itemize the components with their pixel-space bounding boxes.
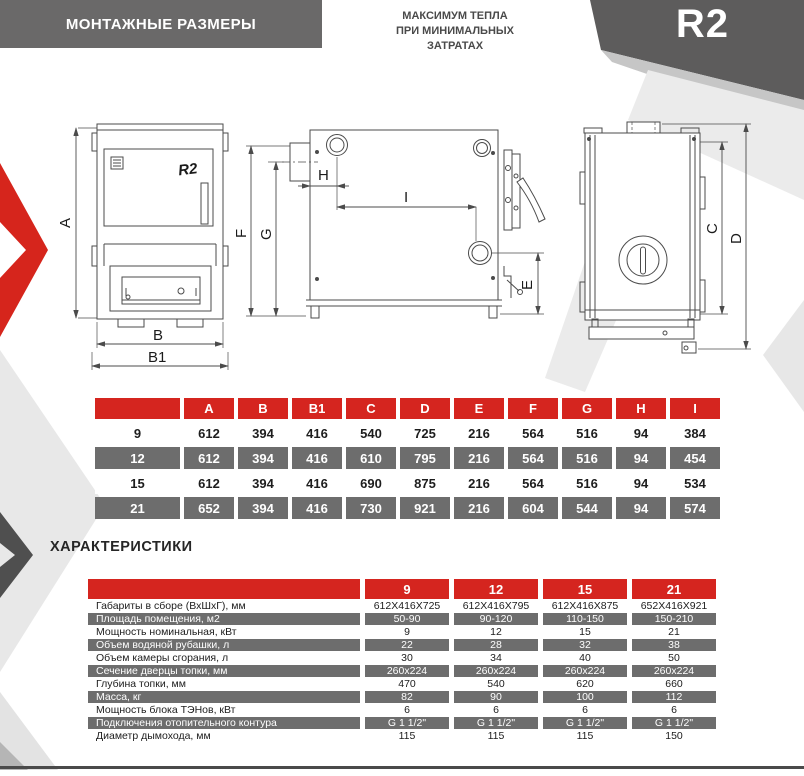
cell-value: 574 bbox=[670, 497, 720, 519]
cell-value: 416 bbox=[292, 497, 342, 519]
row-label: 15 bbox=[95, 472, 180, 494]
table-row bbox=[88, 626, 716, 638]
column-header bbox=[88, 579, 360, 599]
cell-value: 470 bbox=[365, 678, 449, 690]
cell-value: 28 bbox=[454, 639, 538, 651]
table-row bbox=[95, 497, 720, 519]
red-chevron bbox=[0, 163, 48, 337]
column-header: B1 bbox=[292, 398, 342, 419]
row-label: Мощность блока ТЭНов, кВт bbox=[88, 704, 360, 716]
column-header: 15 bbox=[543, 579, 627, 599]
dim-label-d: D bbox=[728, 233, 745, 244]
cell-value: 6 bbox=[365, 704, 449, 716]
cell-value: 564 bbox=[508, 447, 558, 469]
dim-label-b1: B1 bbox=[148, 349, 167, 366]
row-label: 12 bbox=[95, 447, 180, 469]
cell-value: G 1 1/2" bbox=[365, 717, 449, 729]
cell-value: 150-210 bbox=[632, 613, 716, 625]
cell-value: 110-150 bbox=[543, 613, 627, 625]
cell-value: 604 bbox=[508, 497, 558, 519]
row-label: Мощность номинальная, кВт bbox=[88, 626, 360, 638]
cell-value: 216 bbox=[454, 447, 504, 469]
row-label: Габариты в сборе (ВхШхГ), мм bbox=[88, 600, 360, 612]
column-header: C bbox=[346, 398, 396, 419]
cell-value: 416 bbox=[292, 447, 342, 469]
column-header: D bbox=[400, 398, 450, 419]
cell-value: 612 bbox=[184, 447, 234, 469]
cell-value: 50-90 bbox=[365, 613, 449, 625]
cell-value: 454 bbox=[670, 447, 720, 469]
cell-value: 115 bbox=[454, 730, 538, 742]
row-label: Площадь помещения, м2 bbox=[88, 613, 360, 625]
row-label: Масса, кг bbox=[88, 691, 360, 703]
table-row bbox=[88, 665, 716, 677]
cell-value: 394 bbox=[238, 497, 288, 519]
table-row bbox=[88, 652, 716, 664]
cell-value: 564 bbox=[508, 422, 558, 444]
cell-value: G 1 1/2" bbox=[632, 717, 716, 729]
cell-value: 416 bbox=[292, 422, 342, 444]
cell-value: 260х224 bbox=[454, 665, 538, 677]
cell-value: 216 bbox=[454, 472, 504, 494]
dimensions-table bbox=[91, 395, 724, 522]
cell-value: 115 bbox=[365, 730, 449, 742]
dim-label-e: E bbox=[519, 279, 536, 290]
cell-value: 94 bbox=[616, 447, 666, 469]
section-title-mounting bbox=[0, 0, 322, 48]
cell-value: 516 bbox=[562, 422, 612, 444]
cell-value: 690 bbox=[346, 472, 396, 494]
front-view-drawing bbox=[55, 112, 240, 374]
cell-value: 115 bbox=[543, 730, 627, 742]
cell-value: 260х224 bbox=[632, 665, 716, 677]
slogan-line: ЗАТРАТАХ bbox=[426, 40, 484, 52]
cell-value: 394 bbox=[238, 422, 288, 444]
column-header: G bbox=[562, 398, 612, 419]
cell-value: G 1 1/2" bbox=[454, 717, 538, 729]
cell-value: 94 bbox=[616, 497, 666, 519]
column-header: 21 bbox=[632, 579, 716, 599]
cell-value: 384 bbox=[670, 422, 720, 444]
row-label: Объем водяной рубашки, л bbox=[88, 639, 360, 651]
cell-value: 620 bbox=[543, 678, 627, 690]
column-header: 9 bbox=[365, 579, 449, 599]
header-row bbox=[95, 398, 720, 419]
side-view-drawing bbox=[233, 118, 550, 330]
cell-value: 416 bbox=[292, 472, 342, 494]
cell-value: 82 bbox=[365, 691, 449, 703]
cell-value: 652Х416Х921 bbox=[632, 600, 716, 612]
dim-label-c: C bbox=[704, 223, 721, 234]
section-title-characteristics: ХАРАКТЕРИСТИКИ bbox=[50, 539, 193, 555]
column-header: A bbox=[184, 398, 234, 419]
row-label: 9 bbox=[95, 422, 180, 444]
slogan-line: МАКСИМУМ ТЕПЛА bbox=[402, 10, 508, 22]
cell-value: 260х224 bbox=[365, 665, 449, 677]
column-header: 12 bbox=[454, 579, 538, 599]
cell-value: 30 bbox=[365, 652, 449, 664]
cell-value: 6 bbox=[543, 704, 627, 716]
cell-value: 612 bbox=[184, 472, 234, 494]
cell-value: 94 bbox=[616, 422, 666, 444]
cell-value: 875 bbox=[400, 472, 450, 494]
cell-value: 540 bbox=[346, 422, 396, 444]
cell-value: 112 bbox=[632, 691, 716, 703]
cell-value: 6 bbox=[632, 704, 716, 716]
cell-value: 652 bbox=[184, 497, 234, 519]
cell-value: 795 bbox=[400, 447, 450, 469]
cell-value: 38 bbox=[632, 639, 716, 651]
cell-value: 12 bbox=[454, 626, 538, 638]
header-row bbox=[88, 579, 716, 599]
dim-label-h: H bbox=[318, 167, 329, 184]
cell-value: 534 bbox=[670, 472, 720, 494]
cell-value: 21 bbox=[632, 626, 716, 638]
table-row bbox=[88, 730, 716, 742]
cell-value: 90-120 bbox=[454, 613, 538, 625]
model-badge: R2 bbox=[675, 2, 730, 46]
cell-value: 612Х416Х795 bbox=[454, 600, 538, 612]
column-header: H bbox=[616, 398, 666, 419]
column-header bbox=[95, 398, 180, 419]
cell-value: 612Х416Х725 bbox=[365, 600, 449, 612]
cell-value: 921 bbox=[400, 497, 450, 519]
back-view-drawing bbox=[558, 113, 804, 361]
table-row bbox=[88, 704, 716, 716]
section-title-text: МОНТАЖНЫЕ РАЗМЕРЫ bbox=[65, 15, 257, 33]
row-label: Сечение дверцы топки, мм bbox=[88, 665, 360, 677]
cell-value: 516 bbox=[562, 472, 612, 494]
row-label: 21 bbox=[95, 497, 180, 519]
table-row bbox=[88, 717, 716, 729]
table-row bbox=[88, 639, 716, 651]
cell-value: G 1 1/2" bbox=[543, 717, 627, 729]
column-header: B bbox=[238, 398, 288, 419]
footer-divider bbox=[0, 766, 804, 769]
dim-label-a: A bbox=[57, 217, 74, 228]
cell-value: 22 bbox=[365, 639, 449, 651]
table-row bbox=[95, 422, 720, 444]
row-label: Диаметр дымохода, мм bbox=[88, 730, 360, 742]
cell-value: 94 bbox=[616, 472, 666, 494]
dim-label-f: F bbox=[233, 228, 250, 238]
cell-value: 544 bbox=[562, 497, 612, 519]
cell-value: 15 bbox=[543, 626, 627, 638]
cell-value: 9 bbox=[365, 626, 449, 638]
cell-value: 216 bbox=[454, 422, 504, 444]
cell-value: 612 bbox=[184, 422, 234, 444]
cell-value: 50 bbox=[632, 652, 716, 664]
cell-value: 394 bbox=[238, 447, 288, 469]
table-row bbox=[95, 447, 720, 469]
row-label: Подключения отопительного контура bbox=[88, 717, 360, 729]
cell-value: 100 bbox=[543, 691, 627, 703]
column-header: F bbox=[508, 398, 558, 419]
cell-value: 216 bbox=[454, 497, 504, 519]
characteristics-table bbox=[83, 578, 721, 743]
table-row bbox=[88, 600, 716, 612]
cell-value: 394 bbox=[238, 472, 288, 494]
cell-value: 90 bbox=[454, 691, 538, 703]
cell-value: 730 bbox=[346, 497, 396, 519]
cell-value: 34 bbox=[454, 652, 538, 664]
slogan bbox=[383, 9, 527, 54]
cell-value: 725 bbox=[400, 422, 450, 444]
cell-value: 32 bbox=[543, 639, 627, 651]
dim-label-i: I bbox=[404, 189, 409, 206]
boiler-logo: R2 bbox=[177, 160, 199, 180]
column-header: E bbox=[454, 398, 504, 419]
cell-value: 6 bbox=[454, 704, 538, 716]
column-header: I bbox=[670, 398, 720, 419]
dim-label-g: G bbox=[258, 228, 275, 240]
cell-value: 564 bbox=[508, 472, 558, 494]
table-row bbox=[95, 472, 720, 494]
cell-value: 40 bbox=[543, 652, 627, 664]
cell-value: 610 bbox=[346, 447, 396, 469]
table-row bbox=[88, 613, 716, 625]
cell-value: 150 bbox=[632, 730, 716, 742]
slogan-line: ПРИ МИНИМАЛЬНЫХ bbox=[395, 25, 515, 37]
cell-value: 540 bbox=[454, 678, 538, 690]
cell-value: 516 bbox=[562, 447, 612, 469]
row-label: Глубина топки, мм bbox=[88, 678, 360, 690]
table-row bbox=[88, 691, 716, 703]
cell-value: 260х224 bbox=[543, 665, 627, 677]
cell-value: 612Х416Х875 bbox=[543, 600, 627, 612]
cell-value: 660 bbox=[632, 678, 716, 690]
table-row bbox=[88, 678, 716, 690]
row-label: Объем камеры сгорания, л bbox=[88, 652, 360, 664]
dim-label-b: B bbox=[153, 327, 164, 344]
